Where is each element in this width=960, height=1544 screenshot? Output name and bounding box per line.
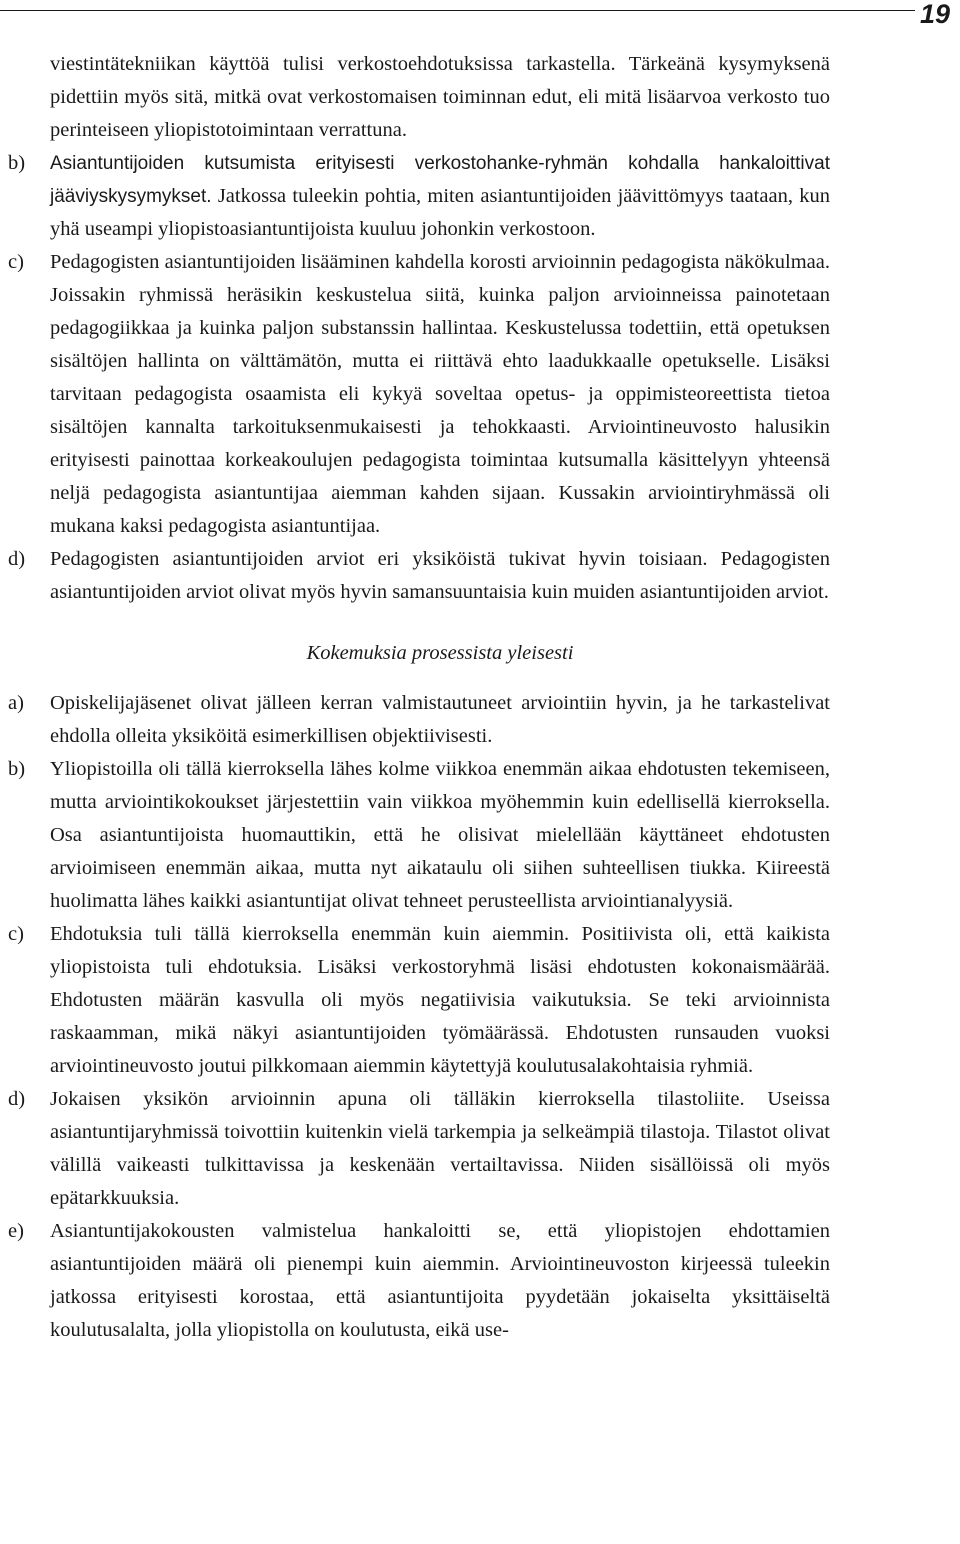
list-item xyxy=(8,246,830,543)
list-item-text: Jokaisen yksikön arvioinnin apuna oli tälläkin kierroksella tilastoliite. Useissa asiantuntijaryhmissä toivottiin kuitenkin vielä tarkempia ja selkeämpiä tilastoja. Tilastot olivat välillä vaikeasti tulkittavissa ja keskenään vertailtavissa. Niiden sisällöissä oli myös epätarkkuuksia. xyxy=(50,1088,830,1209)
list-marker: c) xyxy=(8,923,24,945)
list-item-lead: Asiantuntijoiden kutsumista erityisesti verkostohanke-ryhmän kohdalla hankaloittivat jääviyskysymykset. xyxy=(50,153,830,207)
list-item-text: Yliopistoilla oli tällä kierroksella lähes kolme viikkoa enemmän aikaa ehdotusten tekemiseen, mutta arviointikokoukset järjestettiin vain viikkoa myöhemmin kuin edellisellä kierroksella. Osa asiantuntijoista huomauttikin, että he olisivat mielellään käyttäneet ehdotusten arvioimiseen enemmän aikaa, mutta nyt aikataulu oli siihen suhteellisen tiukka. Kiireestä huolimatta lähes kaikki asiantuntijat olivat tehneet perusteellista arviointianalyysiä. xyxy=(50,758,830,912)
list-item-text: Opiskelijajäsenet olivat jälleen kerran valmistautuneet arviointiin hyvin, ja he tarkastelivat ehdolla olleita yksiköitä esimerkillisen objektiivisesti. xyxy=(50,692,830,747)
list-item xyxy=(8,543,830,609)
list-item xyxy=(8,918,830,1083)
continuation-paragraph: viestintätekniikan käyttöä tulisi verkostoehdotuksissa tarkastella. Tärkeänä kysymyksenä pidettiin myös sitä, mitkä ovat verkostomaisen toiminnan edut, eli mitä lisäarvoa verkosto tuo perinteiseen yliopistotoimintaan verrattuna. xyxy=(50,53,830,141)
list-item xyxy=(8,1083,830,1215)
list-marker: d) xyxy=(8,1088,26,1110)
page-body xyxy=(8,48,830,1347)
list-item-text: Asiantuntijakokousten valmistelua hankaloitti se, että yliopistojen ehdottamien asiantuntijoiden määrä oli pienempi kuin aiemmin. Arviointineuvoston kirjeessä tuleekin jatkossa erityisesti korostaa, että asiantuntijoita pyydetään jokaiselta yksittäiseltä koulutusalalta, jolla yliopistolla on koulutusta, eikä use- xyxy=(50,1220,830,1341)
list-marker: e) xyxy=(8,1220,24,1242)
header-rule xyxy=(0,10,915,11)
page-number: 19 xyxy=(919,0,950,29)
list-item xyxy=(8,147,830,246)
list-marker: b) xyxy=(8,758,26,780)
list-item-text: Jatkossa tuleekin pohtia, miten asiantuntijoiden jäävittömyys taataan, kun yhä useampi yliopistoasiantuntijoista kuuluu johonkin verkostoon. xyxy=(50,185,830,240)
list-item xyxy=(8,687,830,753)
list-marker: a) xyxy=(8,692,24,714)
section-heading: Kokemuksia prosessista yleisesti xyxy=(306,642,574,664)
list-marker: c) xyxy=(8,251,24,273)
list-item xyxy=(8,753,830,918)
list-item-text: Pedagogisten asiantuntijoiden arviot eri yksiköistä tukivat hyvin toisiaan. Pedagogisten asiantuntijoiden arviot olivat myös hyvin samansuuntaisia kuin muiden asiantuntijoiden arviot. xyxy=(50,548,830,603)
list-item-text: Pedagogisten asiantuntijoiden lisääminen kahdella korosti arvioinnin pedagogista näkökulmaa. Joissakin ryhmissä heräsikin keskustelua siitä, kuinka paljon arvioinneissa painotetaan pedagogiikkaa ja kuinka paljon substanssin hallintaa. Keskustelussa todettiin, että opetuksen sisältöjen hallinta on välttämätön, mutta ei riittävä ehto laadukkaalle opetukselle. Lisäksi tarvitaan pedagogista osaamista eli kykyä soveltaa opetus- ja oppimisteoreettista tietoa sisältöjen kannalta tarkoituksenmukaisesti ja tehokkaasti. Arviointineuvosto halusikin erityisesti painottaa korkeakoulujen pedagogista toimintaa kutsumalla käsittelyyn yhteensä neljä pedagogista asiantuntijaa aiemman kahden sijaan. Kussakin arviointiryhmässä oli mukana kaksi pedagogista asiantuntijaa. xyxy=(50,251,830,537)
list-marker: b) xyxy=(8,152,26,174)
list-marker: d) xyxy=(8,548,26,570)
list-item-text: Ehdotuksia tuli tällä kierroksella enemmän kuin aiemmin. Positiivista oli, että kaikista yliopistoista tuli ehdotuksia. Lisäksi verkostoryhmä lisäsi ehdotusten kokonaismäärää. Ehdotusten määrän kasvulla oli myös negatiivisia vaikutuksia. Se teki arvioinnista raskaamman, mikä näkyi asiantuntijoiden työmäärässä. Ehdotusten runsauden vuoksi arviointineuvosto joutui pilkkomaan aiemmin käytettyjä koulutusalakohtaisia ryhmiä. xyxy=(50,923,830,1077)
list-item xyxy=(8,1215,830,1347)
